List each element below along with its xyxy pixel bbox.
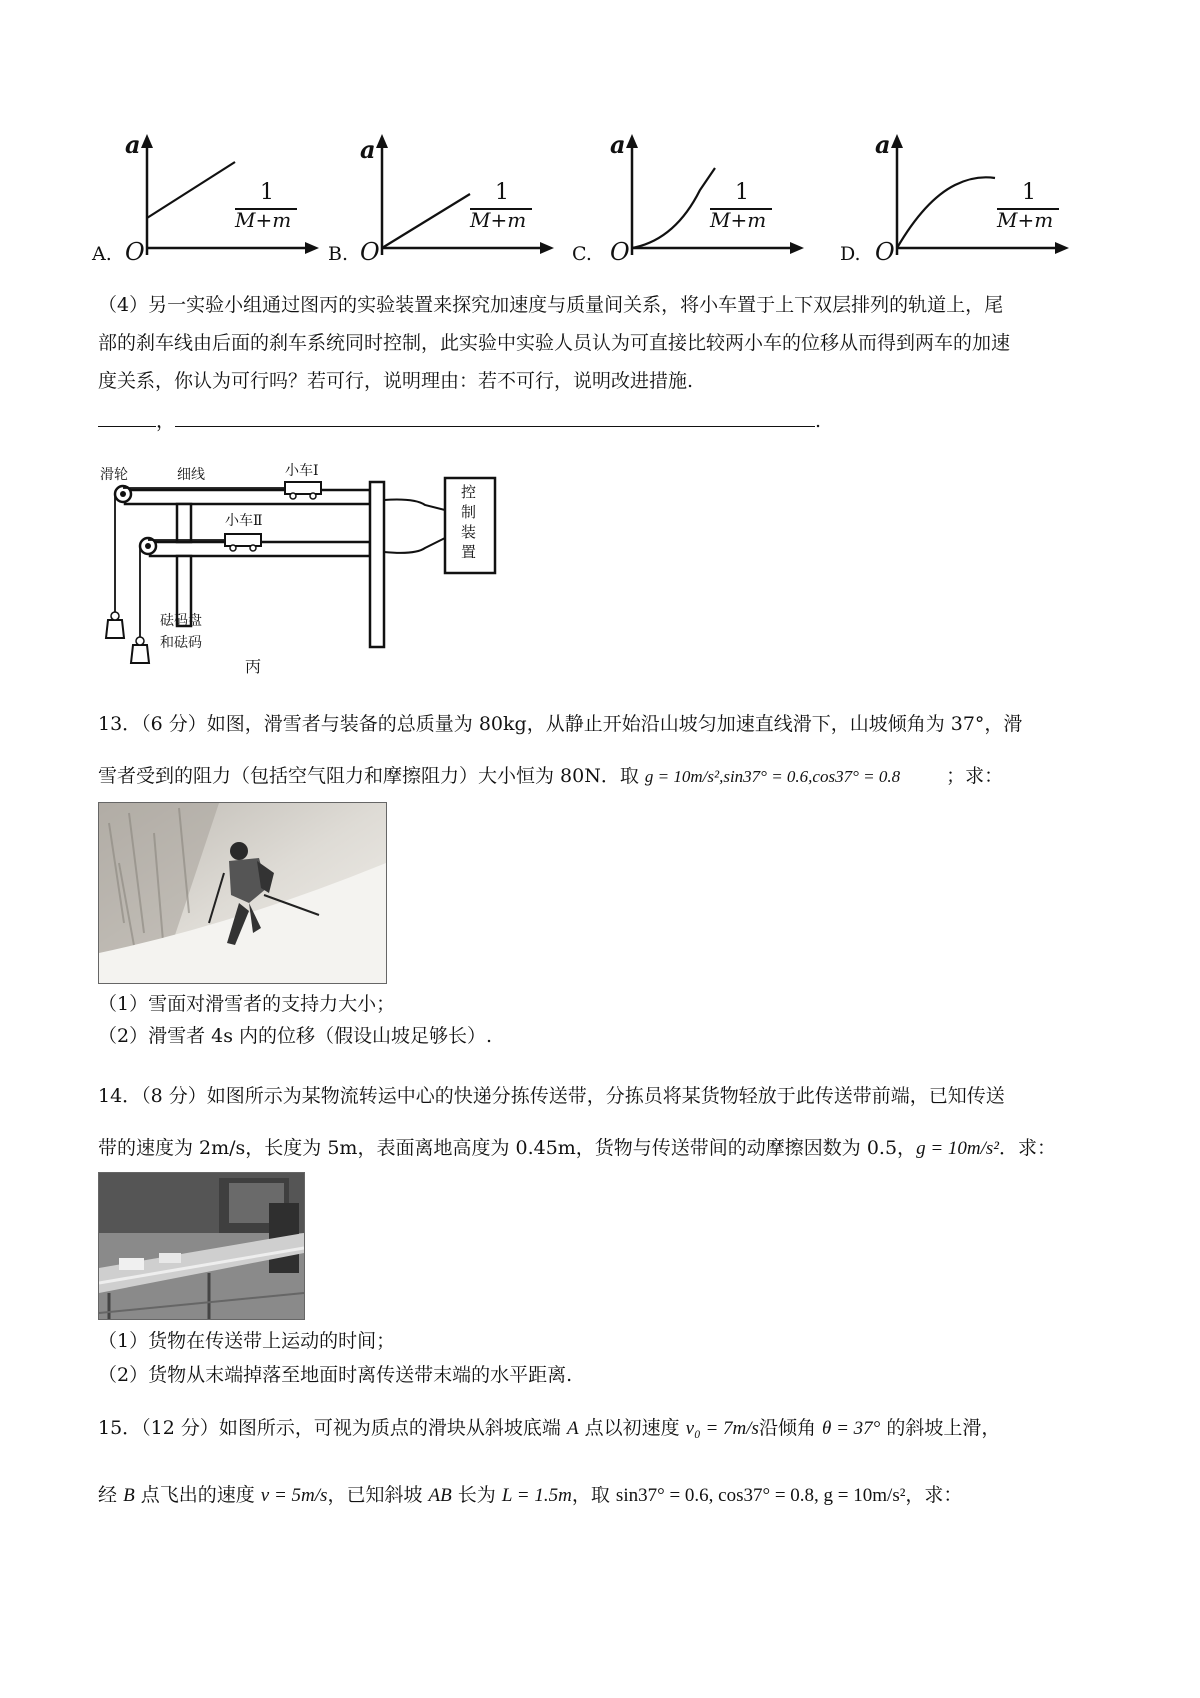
axis-a-label: a xyxy=(360,135,376,164)
q4-line-1: （4）另一实验小组通过图丙的实验装置来探究加速度与质量间关系，将小车置于上下双层排列的轨道上，尾 xyxy=(98,294,1004,316)
control-label: 控制装置 xyxy=(461,483,477,561)
q13-sub-1: （1）雪面对滑雪者的支持力大小； xyxy=(98,993,396,1015)
option-graph-b xyxy=(330,130,560,280)
q4-answer-line: ， . xyxy=(98,402,1118,440)
answer-blank-1[interactable] xyxy=(98,408,156,427)
pulley-label: 滑轮 xyxy=(100,467,128,483)
q15-line-1: 15．（12 分）如图所示，可视为质点的滑块从斜坡底端 A 点以初速度 v₀ = 7m/s沿倾角 θ = 37° 的斜坡上滑， xyxy=(98,1417,1001,1439)
question-13 xyxy=(98,698,1118,803)
q13-line-2: 雪者受到的阻力（包括空气阻力和摩擦阻力）大小恒为 80N．取 g = 10m/s²,sin37° = 0.6,cos37° = 0.8 ；求： xyxy=(98,765,1004,787)
q13-line-1: 13．（6 分）如图，滑雪者与装备的总质量为 80kg，从静止开始沿山坡匀加速直线滑下，山坡倾角为 37°，滑 xyxy=(98,713,1023,735)
car-1-label: 小车Ⅰ xyxy=(285,463,319,479)
string-label: 细线 xyxy=(177,467,205,483)
q4-line-2: 部的刹车线由后面的刹车系统同时控制，此实验中实验人员认为可直接比较两小车的位移从而得到两车的加速 xyxy=(98,332,1011,354)
question-15 xyxy=(98,1410,1118,1514)
question-14-subs xyxy=(98,1324,1118,1392)
frac-numerator: 1 xyxy=(495,180,509,205)
question-13-subs xyxy=(98,988,1118,1052)
q14-sub-2: （2）货物从末端掉落至地面时离传送带末端的水平距离. xyxy=(98,1364,573,1386)
frac-numerator: 1 xyxy=(260,180,274,205)
option-graph-a xyxy=(95,130,325,280)
question-4 xyxy=(98,286,1118,440)
answer-blank-2[interactable] xyxy=(175,408,815,427)
option-label-c: C. xyxy=(572,243,592,265)
frac-numerator: 1 xyxy=(735,180,749,205)
skier-photo xyxy=(98,802,387,984)
question-14 xyxy=(98,1070,1118,1175)
q14-line-2: 带的速度为 2m/s，长度为 5m，表面离地高度为 0.45m，货物与传送带间的动摩擦因数为 0.5，g = 10m/s²．求： xyxy=(98,1137,1056,1159)
option-label-d: D. xyxy=(840,243,861,265)
car-2-label: 小车Ⅱ xyxy=(225,513,263,529)
apparatus-diagram xyxy=(95,460,505,690)
axis-a-label: a xyxy=(125,130,141,159)
q15-given-values: sin37° = 0.6, cos37° = 0.8, g = 10m/s² xyxy=(615,1485,906,1506)
slope-length: L = 1.5m xyxy=(501,1485,572,1506)
initial-velocity: v₀ = 7m/s xyxy=(685,1418,759,1439)
q14-line-1: 14．（8 分）如图所示为某物流转运中心的快递分拣传送带，分拣员将某货物轻放于此传送带前端，已知传送 xyxy=(98,1085,1005,1107)
figure-label: 丙 xyxy=(245,657,262,676)
origin-label: O xyxy=(125,238,145,266)
q15-line-2: 经 B 点飞出的速度 v = 5m/s，已知斜坡 AB 长为 L = 1.5m，取 sin37° = 0.6, cos37° = 0.8, g = 10m/s²，求： xyxy=(98,1484,963,1506)
axis-a-label: a xyxy=(610,130,626,159)
frac-denominator: M+m xyxy=(997,208,1054,232)
frac-numerator: 1 xyxy=(1022,180,1036,205)
frac-denominator: M+m xyxy=(710,208,767,232)
origin-label: O xyxy=(875,238,895,266)
weights-label-2: 和砝码 xyxy=(160,635,202,651)
origin-label: O xyxy=(610,238,630,266)
q13-given-values: g = 10m/s²,sin37° = 0.6,cos37° = 0.8 xyxy=(644,767,901,786)
frac-denominator: M+m xyxy=(235,208,292,232)
exit-velocity: v = 5m/s xyxy=(260,1485,328,1506)
weights-label-1: 砝码盘 xyxy=(160,613,202,629)
q14-sub-1: （1）货物在传送带上运动的时间； xyxy=(98,1330,396,1352)
option-label-b: B. xyxy=(328,243,349,265)
q14-gravity: g = 10m/s² xyxy=(916,1138,999,1159)
conveyor-photo xyxy=(98,1172,305,1320)
option-graph-c xyxy=(580,130,810,280)
q4-line-3: 度关系，你认为可行吗？若可行，说明理由：若不可行，说明改进措施. xyxy=(98,370,694,392)
option-graph-d xyxy=(845,130,1075,280)
axis-a-label: a xyxy=(875,130,891,159)
frac-denominator: M+m xyxy=(470,208,527,232)
origin-label: O xyxy=(360,238,380,266)
option-label-a: A. xyxy=(92,243,112,265)
q13-sub-2: （2）滑雪者 4s 内的位移（假设山坡足够长）. xyxy=(98,1025,493,1047)
slope-angle: θ = 37° xyxy=(822,1418,881,1439)
